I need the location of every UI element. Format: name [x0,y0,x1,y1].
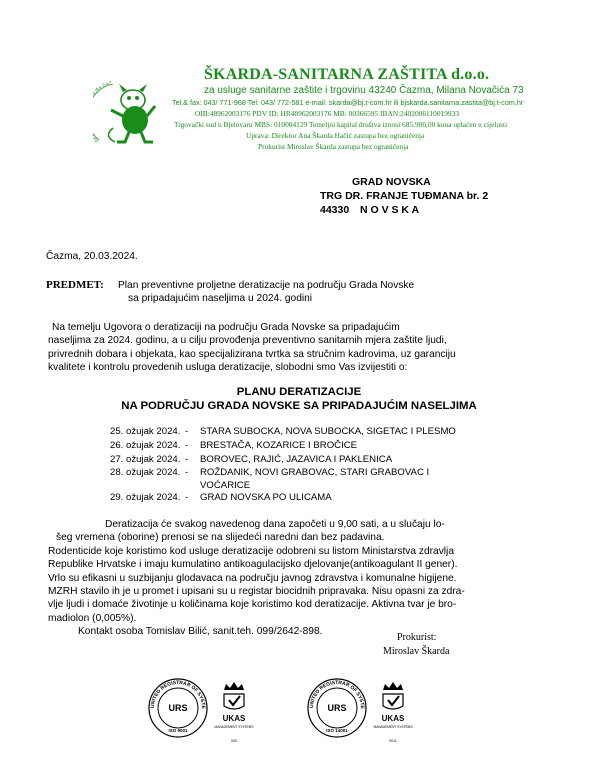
intro-paragraph [48,321,456,375]
notes-line-3: Rodenticide koje koristimo kod usluge deratizacije odobreni su listom Ministarstva zdravlja [48,545,454,557]
schedule-date: 25. ožujak 2024. [110,426,181,437]
iso9001-certification [146,676,266,749]
urs-iso14001-badge-icon [305,676,425,744]
plan-title-line-1: PLANU DERATIZACIJE [236,386,362,398]
schedule-dash: - [185,426,189,437]
ukas-number: 0011 [389,739,397,743]
ukas-label: UKAS [222,714,246,723]
notes-line-1: Deratizacija će svakog navedenog dana započeti u 9,00 sati, a u slučaju lo- [105,519,445,530]
urs-iso9001-badge-icon [146,676,266,744]
court-registration: Trgovački sud u Bjelovaru MBS: 010004129 Temeljni kapital društva iznosi 685.900,00 kuna uplaćen u cijelosti [174,120,508,129]
logo-text: Š IŠA ČAZ [93,80,113,144]
contact-person: Kontakt osoba Tomislav Bilić, sanit.teh. 099/2642-898. [78,626,323,638]
company-address: za usluge sanitarne zaštite i trgovinu 43240 Čazma, Milana Novačića 73 [204,85,524,96]
cert-ring-text: UNITED REGISTRAR OF SYSTE [308,679,366,709]
schedule-date: 28. ožujak 2024. [110,467,181,478]
company-ids: OIB:48962003176 PDV ID: HR48962003176 MB: 00366595 IBAN:2402006110019933 [195,109,460,118]
plan-title [0,385,598,413]
ukas-label: UKAS [381,714,405,723]
ukas-crown-icon [383,682,403,709]
schedule-date: 26. ožujak 2024. [110,440,181,451]
cert-center-text: URS [327,703,347,713]
signature-name: Miroslav Škarda [383,646,450,657]
rat-mascot-icon [93,70,165,152]
ukas-number: 000 [231,739,237,743]
schedule-places: GRAD NOVSKA PO ULICAMA [200,492,332,503]
recipient-postal: 44330 [320,204,350,216]
subject-line-1: Plan preventivne proljetne deratizacije na području Grada Novske [118,280,415,291]
intro-line-4: kvalitete i kontrolu provedenih usluga deratizacije, slobodni smo Vas izvijestiti o: [48,362,408,374]
cert-standard: ISO 14001 [326,728,348,733]
schedule-places: BOROVEC, RAJIĆ, JAZAVICA I PAKLENICA [200,454,393,465]
company-logo [93,70,165,152]
company-contacts: Tel.& fax: 043/ 771-968 Tel: 043/ 772-581 e-mail: skarda@bj.t-com.hr ili bjskarda.sanitarna.zastita@bj.t-com.hr [172,98,524,107]
schedule-dash: - [185,492,189,503]
cert-ring-text: UNITED REGISTRAR OF SYSTE [149,679,207,709]
iso14001-certification [305,676,425,749]
intro-line-2: naseljima za 2024. godinu, a u cilju provođenja preventivno sanitarnih mjera zaštite ljudi, [48,335,447,347]
plan-title-line-2: NA PODRUČJU GRADA NOVSKE SA PRIPADAJUĆIM NASELJIMA [121,400,477,412]
schedule-dash: - [185,467,189,478]
schedule-places: ROŽDANIK, NOVI GRABOVAC, STARI GRABOVAC I [200,467,430,478]
notes-line-5: Vrlo su efikasni u suzbijanju glodavaca na području javnog zdravstva i komunalne higijene. [48,572,457,584]
schedule-places: STARA SUBOCKA, NOVA SUBOCKA, SIGETAC I PLESMO [200,426,456,437]
recipient-city: N O V S K A [360,204,420,216]
ukas-crown-icon [224,682,244,709]
schedule-dash: - [185,454,189,465]
notes-line-6: MZRH stavilo ih je u promet i upisani su u registar biocidnih pripravaka. Nisu opasni za zdra- [48,586,465,598]
subject-label: PREDMET: [46,279,104,291]
schedule-dash: - [185,440,189,451]
letter-date: Čazma, 20.03.2024. [46,251,138,262]
subject-line-2: sa pripadajućim naseljima u 2024. godini [128,293,313,304]
intro-line-1: Na temelju Ugovora o deratizaciji na području Grada Novske sa pripadajućim [52,322,400,333]
cert-standard: ISO 9001 [168,728,188,733]
notes-line-7: vlje ljudi i domaće životinje u količinama koje koristimo kod deratizacije. Aktivna tvar je bro- [48,599,457,611]
ukas-sub: MANAGEMENT SYSTEMS [214,725,254,729]
schedule-date: 27. ožujak 2024. [110,454,181,465]
recipient-name: GRAD NOVSKA [352,176,431,188]
schedule-date: 29. ožujak 2024. [110,492,181,503]
notes-line-8: madiolon (0,005%). [48,612,137,624]
procurist-info: Prokurist Miroslav Škarda zastupa bez ograničenja [258,142,409,151]
schedule-places: VOĆARICE [200,480,251,491]
notes-line-4: Republike Hrvatske i imaju kumulatino antikoagulacijsko djelovanje(antikoagulant II gener). [48,559,458,571]
recipient-street: TRG DR. FRANJE TUĐMANA br. 2 [320,190,489,202]
management-info: Uprava: Direktor Ana Škarda Hačić zastupa bez ograničenja [246,131,425,140]
signature-title: Prokurist: [397,632,437,643]
schedule-places: BRESTAČA, KOZARICE I BROČICE [200,440,358,451]
notes-paragraph [48,518,465,639]
company-name: ŠKARDA-SANITARNA ZAŠTITA d.o.o. [204,66,490,83]
intro-line-3: privrednih dobara i objekata, kao specijalizirana tvrtka sa stručnim kadrovima, uz garanciju [48,348,456,360]
ukas-sub: MANAGEMENT SYSTEMS [373,725,413,729]
notes-line-2: šeg vremena (oborine) prenosi se na slijedeći naredni dan bez padavina. [56,532,385,544]
cert-center-text: URS [168,703,188,713]
